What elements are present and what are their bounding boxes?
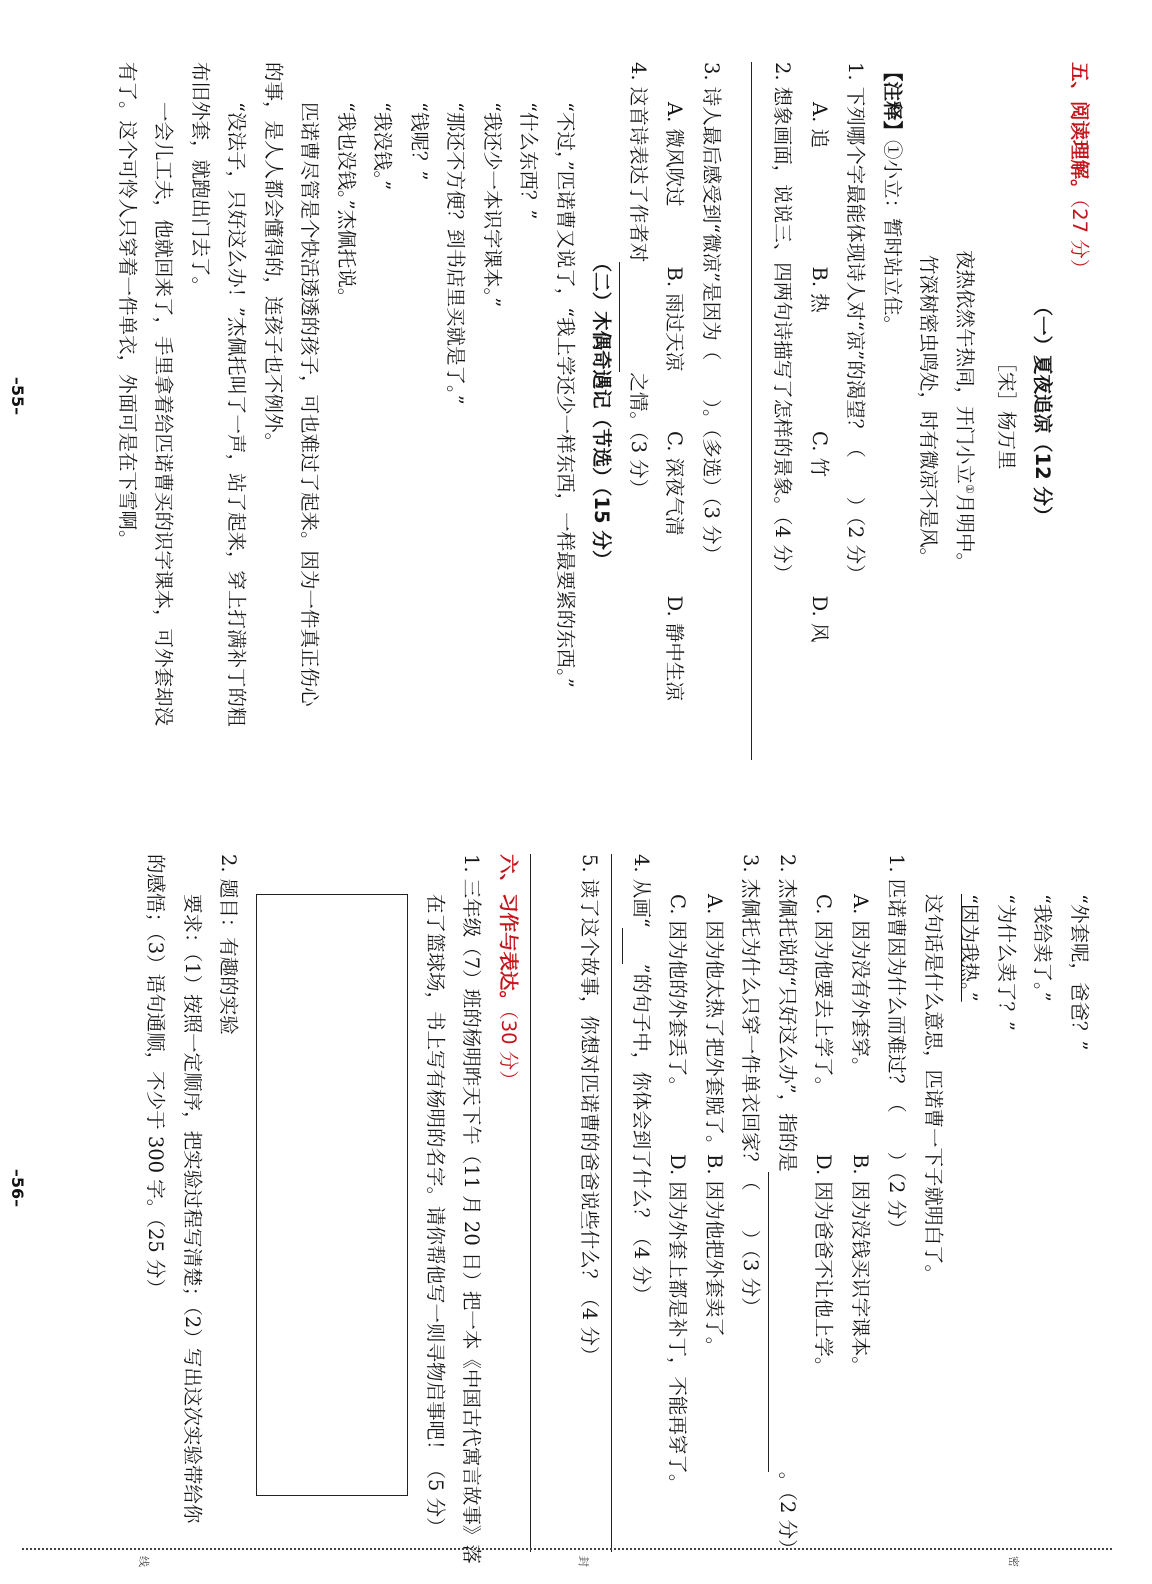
r-question-4: [623, 854, 660, 1552]
story-line-5: “钱呢？”: [408, 102, 431, 181]
question-1-options: [801, 62, 838, 760]
story-line-7: “我也没钱。”杰佩托说。: [335, 102, 358, 308]
page-number-55: –55–: [8, 376, 27, 416]
section5-title: 五、阅读理解。: [1068, 62, 1091, 199]
poem-footnote-marker: ①: [963, 484, 977, 494]
writing-1-line-2: 在了篮球场，书上写有杨明的名字。请你帮他写一则寻物启事吧！（5 分）: [424, 894, 447, 1537]
page-56: [0, 792, 1152, 1584]
answer-line-r-q5[interactable]: [530, 854, 531, 1552]
q1-option-d[interactable]: D. 风: [808, 595, 831, 643]
q3-option-d[interactable]: D. 静中生凉: [663, 595, 687, 701]
q1-option-c[interactable]: C. 竹: [808, 431, 831, 478]
story-line-2: “什么东西？”: [517, 102, 541, 220]
poem-line-2: 竹深树密虫鸣处，时有微凉不是风。: [917, 254, 941, 567]
r-question-3-options: [659, 854, 732, 1552]
q3-option-b[interactable]: B. 雨过天凉: [663, 266, 687, 372]
writing-2-req-1: 要求：（1）按照一定顺序，把实验过程写清楚；（2）写出这次实验带给你: [181, 894, 204, 1524]
poem-line-1-text: 夜热依然午热同，开门小立: [954, 250, 977, 485]
question-3: 3. 诗人最后感受到“微凉”是因为（ ）。（多选）（3 分）: [700, 62, 723, 565]
story-line-6: “我没钱。”: [371, 102, 395, 191]
story-line-10: “没法子，只好这么办！”杰佩托叫了一声，站了起来，穿上打满补丁的粗: [225, 102, 249, 727]
r-q3-option-d[interactable]: D. 因为外套上都是补丁，不能再穿了。: [666, 1154, 690, 1494]
note-text: ①小立：暂时站立住。: [881, 140, 904, 336]
q4-suffix: 之情。（3 分）: [627, 372, 650, 499]
question-1: 1. 下列哪个字最能体现诗人对“凉”的渴望？（ ）（2 分）: [844, 62, 868, 584]
story-line-4: “那还不方便？到书店里买就是了。”: [444, 102, 468, 405]
q3-option-a[interactable]: A. 微风吹过: [663, 102, 687, 207]
question-2: 2. 想象画面，说说三、四两句诗描写了怎样的景象。（4 分）: [771, 62, 795, 584]
note-label: 【注释】: [881, 62, 904, 141]
question-4: [620, 62, 657, 760]
r-q2-prefix: 2. 杰佩托说的“只好这么办”，指的是: [776, 854, 799, 1172]
r-question-2: [769, 854, 806, 1559]
r-q3-option-b[interactable]: B. 因为他把外套卖了。: [703, 1154, 726, 1357]
story-line-1: “不过，”匹诺曹又说了，“我上学还少一样东西，一样最要紧的东西。”: [554, 102, 577, 688]
answer-line-q2[interactable]: [751, 62, 752, 760]
r-question-3: 3. 杰佩托为什么只穿一件单衣回家？（ ）（3 分）: [739, 854, 763, 1317]
section6-score: （30 分）: [497, 1010, 520, 1090]
r-q1-option-b[interactable]: B. 因为没钱买识字课本。: [849, 1154, 872, 1376]
r-q2-blank[interactable]: [769, 1172, 790, 1472]
r-q4-prefix: 4. 从画“: [630, 854, 653, 928]
r-question-1-options: [805, 854, 878, 1552]
story-cont-line-5: 这句话是什么意思，匹诺曹一下子就明白了。: [922, 894, 945, 1285]
poem-line-1-end: 月明中。: [954, 493, 977, 572]
q1-option-a[interactable]: A. 追: [808, 102, 831, 148]
story-cont-line-3: “为什么卖了？”: [995, 894, 1018, 1031]
poem-note: [874, 62, 911, 760]
story-line-13: 有了。这个可怜人只穿着一件单衣，外面可是在下雪啊。: [116, 62, 139, 550]
q4-prefix: 4. 这首诗表达了作者对: [627, 62, 650, 263]
binding-mark-1: 密: [1007, 1556, 1020, 1567]
story-line-8: 匹诺曹尽管是个快活透透的孩子，可也难过了起来。因为一件真正伤心: [298, 102, 322, 707]
r-question-1: 1. 匹诺曹因为什么而难过？（ ）（2 分）: [885, 854, 909, 1239]
q3-option-c[interactable]: C. 深夜气清: [663, 431, 687, 536]
story-line-12: 一会儿工夫，他就回来了，手里拿着给匹诺曹买的识字课本，可外套却没: [152, 102, 176, 727]
r-q3-option-c[interactable]: C. 因为他的外套丢了。: [666, 894, 690, 1097]
section6-title: 六、习作与表达。: [497, 854, 520, 1011]
r-q3-option-a[interactable]: A. 因为他太热了把外套脱了。: [703, 894, 726, 1155]
section5-score: （27 分）: [1068, 198, 1091, 279]
binding-mark-3: 线: [137, 1556, 150, 1567]
q1-option-b[interactable]: B. 热: [808, 266, 831, 313]
writing-2-req-2: 的感悟；（3）语句通顺，不少于 300 字。（25 分）: [144, 854, 168, 1299]
story-line-3: “我还少一本识字课本。”: [481, 102, 504, 308]
r-q1-option-c[interactable]: C. 因为他要去上学了。: [812, 894, 836, 1097]
poem-author: ［宋］杨万里: [995, 352, 1018, 470]
binding-dotted-line: [22, 1548, 1112, 1551]
lost-notice-answer-box[interactable]: [257, 894, 409, 1496]
writing-2-title: 2. 题目：有趣的实验: [217, 854, 241, 1035]
story-cont-line-4: “因为我热。”: [958, 894, 982, 1002]
r-q2-suffix: 。（2 分）: [776, 1471, 799, 1559]
poem-line-1: [947, 62, 988, 760]
story-cont-line-2: “我给卖了。”: [1031, 894, 1055, 1002]
question-3-options: [656, 62, 693, 760]
binding-mark-2: 封: [577, 1556, 590, 1567]
section6-heading: [490, 854, 527, 1552]
section5-heading: [1061, 62, 1098, 760]
part1-title: （一）夏夜追凉（12 分）: [1031, 296, 1055, 526]
story-line-11: 布旧外套，就跑出门去了。: [189, 62, 212, 297]
r-q4-blank[interactable]: [623, 928, 644, 964]
r-q1-option-a[interactable]: A. 因为没有外套穿。: [849, 894, 872, 1077]
r-question-5: 5. 读了这个故事，你想对匹诺曹的爸爸说些什么？（4 分）: [578, 854, 602, 1366]
story-cont-line-1: “外套呢，爸爸？”: [1068, 894, 1091, 1051]
q4-blank[interactable]: [620, 262, 641, 372]
page-number-56: –56–: [8, 1168, 27, 1208]
part2-title: （二）木偶奇遇记（节选）（15 分）: [590, 252, 614, 570]
answer-line-r-q4[interactable]: [612, 854, 613, 1552]
story-line-9: 的事，是人人都会懂得的，连孩子也不例外。: [262, 62, 285, 453]
r-q4-suffix: ”的句子中，你体会到了什么？（4 分）: [630, 963, 653, 1305]
writing-1-line-1: 1. 三年级（7）班的杨明昨天下午（11 月 20 日）把一本《中国古代寓言故事》落: [460, 854, 484, 1564]
r-q1-option-d[interactable]: D. 因为爸爸不让他上学。: [812, 1154, 836, 1377]
